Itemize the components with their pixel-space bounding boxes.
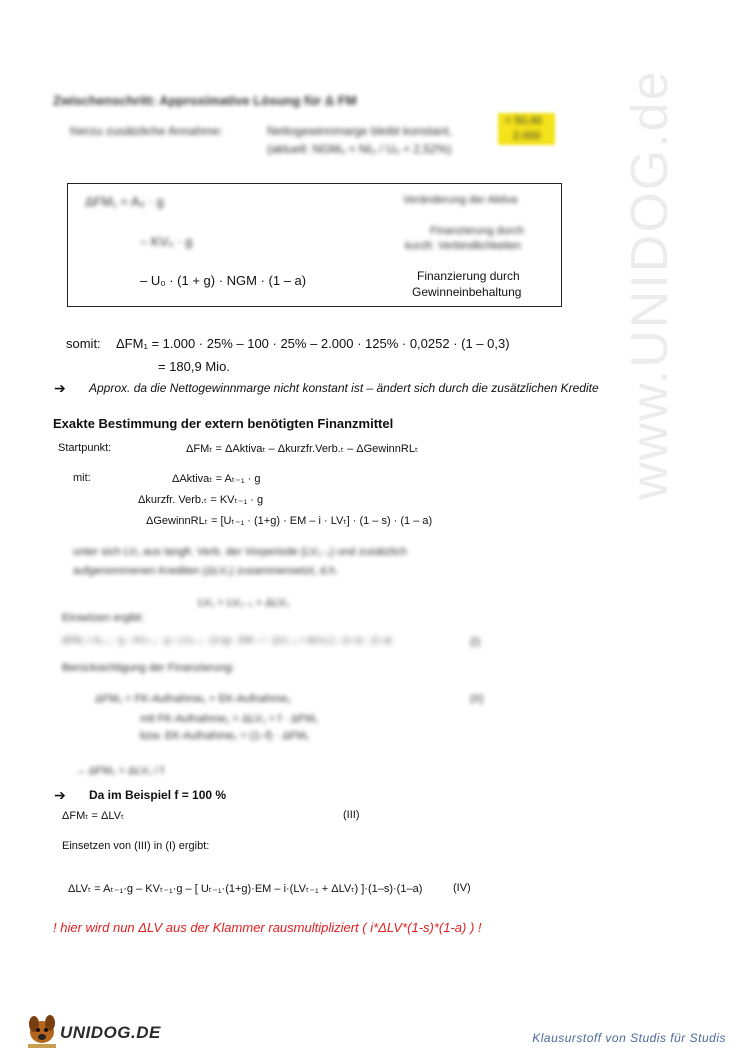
highlight-bottom: 2.000 (513, 130, 541, 142)
somit-eq2: = 180,9 Mio. (158, 359, 230, 374)
somit-eq1: ΔFM₁ = 1.000 · 25% – 100 · 25% – 2.000 · 125% · 0,0252 · (1 – 0,3) (116, 336, 510, 351)
insert-iii: Einsetzen von (III) in (I) ergibt: (62, 840, 210, 852)
box-row2-formula: – KV₀ · g (140, 234, 193, 249)
box-row2-label2: kurzfr. Verbindlichkeiten (405, 240, 522, 252)
box-row1-label: Veränderung der Aktiva (403, 194, 518, 206)
blurred-para2: aufgenommenen Krediten (ΔLV₁) zusammensetzt, d.h. (73, 565, 339, 577)
eq-iii: ΔFMₜ = ΔLVₜ (62, 810, 125, 822)
box-row2-label1: Finanzierung durch (430, 225, 525, 237)
startpunkt-label: Startpunkt: (58, 442, 112, 454)
eq-iv-num: (IV) (453, 882, 471, 894)
highlight-top: = 50,40 (505, 115, 543, 127)
logo-text: UNIDOG.DE (60, 1023, 161, 1042)
blurred-eq-lv: LV₁ = LV₁₋₁ + ΔLV₁ (198, 597, 289, 609)
blurred-assumption-text2: (aktuell: NGM₀ = NI₀ / U₀ = 2,52%) (267, 142, 452, 156)
blurred-eq-ii: ΔFM₁ = FK-Aufnahme₁ + EK-Aufnahme₁ (95, 693, 291, 705)
mit-label: mit: (73, 472, 91, 484)
mit-eq3: ΔGewinnRLₜ = [Uₜ₋₁ · (1+g) · EM – i · LVₜ] · (1 – s) · (1 – a) (146, 515, 433, 527)
mit-eq1: ΔAktivaₜ = Aₜ₋₁ · g (172, 473, 261, 485)
box-row3-formula: – U₀ · (1 + g) · NGM · (1 – a) (140, 273, 307, 288)
blurred-assumption-text1: Nettogewinnmarge bleibt konstant, (267, 124, 452, 138)
arrow-icon-2: ➔ (54, 787, 66, 803)
box-row1-formula: ΔFM₁ = A₀ · g (85, 194, 164, 209)
box-row3-label2: Gewinneinbehaltung (412, 285, 522, 299)
blurred-finance: Berücksichtigung der Finanzierung: (62, 662, 235, 674)
blurred-mit: mit FK-Aufnahme₁ = ΔLV₁ = f · ΔFM₁ (140, 713, 318, 725)
blurred-para1: unter sich LV₁ aus langfr. Verb. der Vorperiode (LV₁₋₁) und zusätzlich (73, 546, 407, 558)
eq-iii-num: (III) (343, 809, 360, 821)
blurred-assumption-label: hierzu zusätzliche Annahme: (70, 124, 223, 138)
blurred-eq-i-num: (I) (470, 636, 481, 648)
eq-iv: ΔLVₜ = Aₜ₋₁·g – KVₜ₋₁·g – [ Uₜ₋₁·(1+g)·EM – i·(LVₜ₋₁ + ΔLVₜ) ]·(1–s)·(1–a) (68, 883, 423, 895)
footer-text: Klausurstoff von Studis für Studis (532, 1031, 726, 1045)
red-note: ! hier wird nun ΔLV aus der Klammer rausmultipliziert ( i*ΔLV*(1-s)*(1-a) ) ! (53, 920, 482, 935)
blurred-insert: Einsetzen ergibt: (62, 612, 144, 624)
somit-label: somit: (66, 336, 101, 351)
section-title: Exakte Bestimmung der extern benötigten Finanzmittel (53, 416, 394, 431)
watermark: www.UNIDOG.de (621, 69, 679, 500)
approx-note: Approx. da die Nettogewinnmarge nicht konstant ist – ändert sich durch die zusätzlichen Kredite (89, 381, 599, 395)
blurred-eq-ii-num: (II) (470, 693, 484, 705)
mit-eq2: Δkurzfr. Verb.ₜ = KVₜ₋₁ · g (138, 494, 264, 506)
blurred-heading: Zwischenschritt: Approximative Lösung für Δ FM (53, 93, 357, 108)
da-note: Da im Beispiel f = 100 % (89, 788, 227, 802)
blurred-eq-i: ΔFM₁ = A₁₋₁ · g – KV₁₋₁ · g – [ U₁₋₁ · (1+g) · EM – i · (LV₁₋₁ + ΔLV₁) ] · (1–s) · (1–a) (62, 635, 392, 645)
startpunkt-eq: ΔFMₜ = ΔAktivaₜ – Δkurzfr.Verb.ₜ – ΔGewinnRLₜ (186, 443, 419, 455)
blurred-result: → ΔFM₁ = ΔLV₁ / f (75, 765, 164, 777)
box-row3-label1: Finanzierung durch (417, 269, 520, 283)
blurred-bzw: bzw. EK-Aufnahme₁ = (1–f) · ΔFM₁ (140, 730, 310, 742)
arrow-icon: ➔ (54, 380, 66, 396)
